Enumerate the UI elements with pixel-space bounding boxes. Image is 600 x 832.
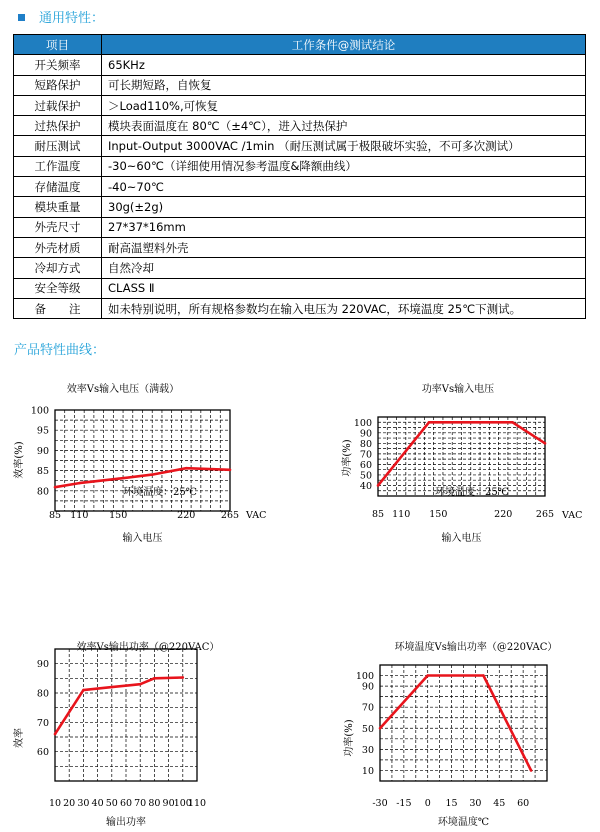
spec-key: 模块重量 xyxy=(14,197,102,217)
x-tick-label: 150 xyxy=(429,509,448,520)
table-row xyxy=(14,237,586,257)
data-point xyxy=(54,486,57,489)
chart-efficiency-vs-output-power xyxy=(0,628,300,832)
x-tick-label: 150 xyxy=(109,510,128,521)
data-point xyxy=(111,686,114,689)
x-tick-label: 40 xyxy=(91,798,104,809)
y-axis-label: 功率(%) xyxy=(344,719,355,757)
table-header-item: 项目 xyxy=(14,35,102,55)
spec-key: 耐压测试 xyxy=(14,136,102,156)
x-tick-label: 20 xyxy=(63,798,76,809)
y-tick-label: 90 xyxy=(361,681,374,693)
x-tick-label: 30 xyxy=(469,798,482,809)
section-general-label: 通用特性： xyxy=(39,11,105,26)
y-tick-label: 50 xyxy=(361,723,374,735)
square-bullet-icon xyxy=(18,14,25,21)
spec-value: 如未特别说明，所有规格参数均在输入电压为 220VAC，环境温度 25℃下测试。 xyxy=(102,298,586,318)
y-tick-label: 100 xyxy=(353,417,372,429)
x-tick-label: 0 xyxy=(424,798,431,809)
spec-key: 工作温度 xyxy=(14,156,102,176)
spec-value: 30g(±2g) xyxy=(102,197,586,217)
series-line xyxy=(380,676,531,771)
spec-key: 过载保护 xyxy=(14,95,102,115)
x-tick-label: 265 xyxy=(535,509,555,520)
spec-key: 过热保护 xyxy=(14,116,102,136)
table-row xyxy=(14,258,586,278)
x-tick-label: 220 xyxy=(494,509,513,520)
chart-title: 环境温度Vs输出功率（@220VAC） xyxy=(394,642,558,653)
spec-value: -40~70℃ xyxy=(102,177,586,197)
data-point xyxy=(78,482,81,485)
y-tick-label: 50 xyxy=(359,470,372,482)
y-tick-label: 80 xyxy=(359,438,372,450)
y-tick-label: 80 xyxy=(36,486,49,498)
x-tick-label: 50 xyxy=(105,798,118,809)
chart-annotation: 环境温度：25℃ xyxy=(123,487,197,498)
x-axis-label: 输入电压 xyxy=(441,533,482,544)
table-row xyxy=(14,177,586,197)
data-point xyxy=(428,421,431,424)
x-tick-label: 220 xyxy=(177,510,196,521)
x-tick-label: 80 xyxy=(148,798,161,809)
x-tick-label: 30 xyxy=(77,798,90,809)
y-tick-label: 10 xyxy=(361,765,374,777)
spec-value: 模块表面温度在 80℃（±4℃），进入过热保护 xyxy=(102,116,586,136)
chart-title: 效率Vs输入电压（满载） xyxy=(66,384,180,395)
x-tick-label: 110 xyxy=(70,510,89,521)
y-axis-label: 效率(%) xyxy=(14,441,25,479)
data-point xyxy=(379,727,382,730)
table-row xyxy=(14,75,586,95)
data-point xyxy=(511,421,514,424)
spec-value: 65KHz xyxy=(102,55,586,75)
table-row xyxy=(14,116,586,136)
spec-table xyxy=(13,34,586,319)
y-tick-label: 70 xyxy=(359,449,372,461)
spec-key: 冷却方式 xyxy=(14,258,102,278)
data-point xyxy=(182,676,185,679)
y-tick-label: 70 xyxy=(36,717,49,729)
table-header-value: 工作条件@测试结论 xyxy=(102,35,586,55)
chart-title: 效率Vs输出功率（@220VAC） xyxy=(76,642,220,653)
data-point xyxy=(377,484,380,487)
x-tick-label: 15 xyxy=(445,798,458,809)
table-row xyxy=(14,278,586,298)
y-tick-label: 40 xyxy=(359,480,372,492)
spec-value: 自然冷却 xyxy=(102,258,586,278)
y-axis-label: 效率 xyxy=(14,728,25,748)
data-point xyxy=(151,473,154,476)
x-tick-label: 110 xyxy=(392,509,411,520)
spec-key: 短路保护 xyxy=(14,75,102,95)
y-tick-label: 90 xyxy=(36,445,49,457)
data-point xyxy=(426,674,429,677)
section-general-title xyxy=(18,7,104,26)
spec-value: 可长期短路，自恢复 xyxy=(102,75,586,95)
spec-key: 开关频率 xyxy=(14,55,102,75)
chart-title: 功率Vs输入电压 xyxy=(421,384,495,395)
x-tick-label: 100 xyxy=(173,798,192,809)
y-tick-label: 85 xyxy=(36,466,49,478)
data-point xyxy=(185,467,188,470)
y-tick-label: 80 xyxy=(36,688,49,700)
data-point xyxy=(54,733,57,736)
x-tick-label: 85 xyxy=(48,510,62,521)
spec-key: 外壳尺寸 xyxy=(14,217,102,237)
table-row xyxy=(14,156,586,176)
x-tick-label: -30 xyxy=(372,798,388,809)
spec-value: Input-Output 3000VAC /1min （耐压测试属于极限破坏实验，不可多次测试） xyxy=(102,136,586,156)
data-point xyxy=(544,442,547,445)
table-row xyxy=(14,197,586,217)
x-axis-label: 环境温度℃ xyxy=(437,817,490,828)
section-curves-title: 产品特性曲线： xyxy=(14,343,106,358)
x-tick-label: 70 xyxy=(134,798,147,809)
y-tick-label: 90 xyxy=(36,659,49,671)
chart-efficiency-vs-input-voltage xyxy=(0,370,300,585)
table-row xyxy=(14,95,586,115)
x-tick-label: 60 xyxy=(119,798,133,809)
chart-power-vs-input-voltage xyxy=(300,370,600,585)
y-tick-label: 100 xyxy=(355,671,374,683)
y-tick-label: 70 xyxy=(361,702,374,714)
y-tick-label: 60 xyxy=(359,459,372,471)
y-tick-label: 30 xyxy=(361,744,374,756)
spec-key: 安全等级 xyxy=(14,278,102,298)
data-point xyxy=(153,677,156,680)
table-row xyxy=(14,136,586,156)
x-unit-label: VAC xyxy=(562,510,583,521)
spec-value: -30~60℃（详细使用情况参考温度&降额曲线） xyxy=(102,156,586,176)
y-tick-label: 90 xyxy=(359,428,372,440)
x-axis-label: 输出功率 xyxy=(106,817,146,828)
data-point xyxy=(117,477,120,480)
x-axis-label: 输入电压 xyxy=(122,533,163,544)
data-point xyxy=(82,689,85,692)
table-row xyxy=(14,217,586,237)
spec-key: 存储温度 xyxy=(14,177,102,197)
x-tick-label: 10 xyxy=(48,798,62,809)
spec-value: CLASS Ⅱ xyxy=(102,278,586,298)
spec-value: 27*37*16mm xyxy=(102,217,586,237)
y-tick-label: 95 xyxy=(36,425,49,437)
data-point xyxy=(530,769,533,772)
spec-key: 外壳材质 xyxy=(14,237,102,257)
x-tick-label: 45 xyxy=(493,798,506,809)
x-unit-label: VAC xyxy=(246,510,267,521)
data-point xyxy=(229,468,232,471)
table-header-row xyxy=(14,35,586,55)
x-tick-label: 110 xyxy=(187,798,207,809)
x-tick-label: 90 xyxy=(162,798,175,809)
data-point xyxy=(482,674,485,677)
spec-key: 备 注 xyxy=(14,298,102,318)
data-point xyxy=(139,683,142,686)
y-axis-label: 功率(%) xyxy=(342,439,353,477)
spec-value: 耐高温塑料外壳 xyxy=(102,237,586,257)
table-row xyxy=(14,55,586,75)
table-row xyxy=(14,298,586,318)
x-tick-label: -15 xyxy=(396,798,412,809)
series-line xyxy=(55,678,183,735)
x-tick-label: 60 xyxy=(517,798,530,809)
y-tick-label: 100 xyxy=(30,405,49,417)
x-tick-label: 85 xyxy=(371,509,385,520)
chart-annotation: 环境温度：25℃ xyxy=(435,487,509,498)
spec-value: ＞Load110%,可恢复 xyxy=(102,95,586,115)
x-tick-label: 265 xyxy=(220,510,240,521)
y-tick-label: 60 xyxy=(36,747,49,759)
chart-temperature-vs-output-power xyxy=(300,628,600,832)
